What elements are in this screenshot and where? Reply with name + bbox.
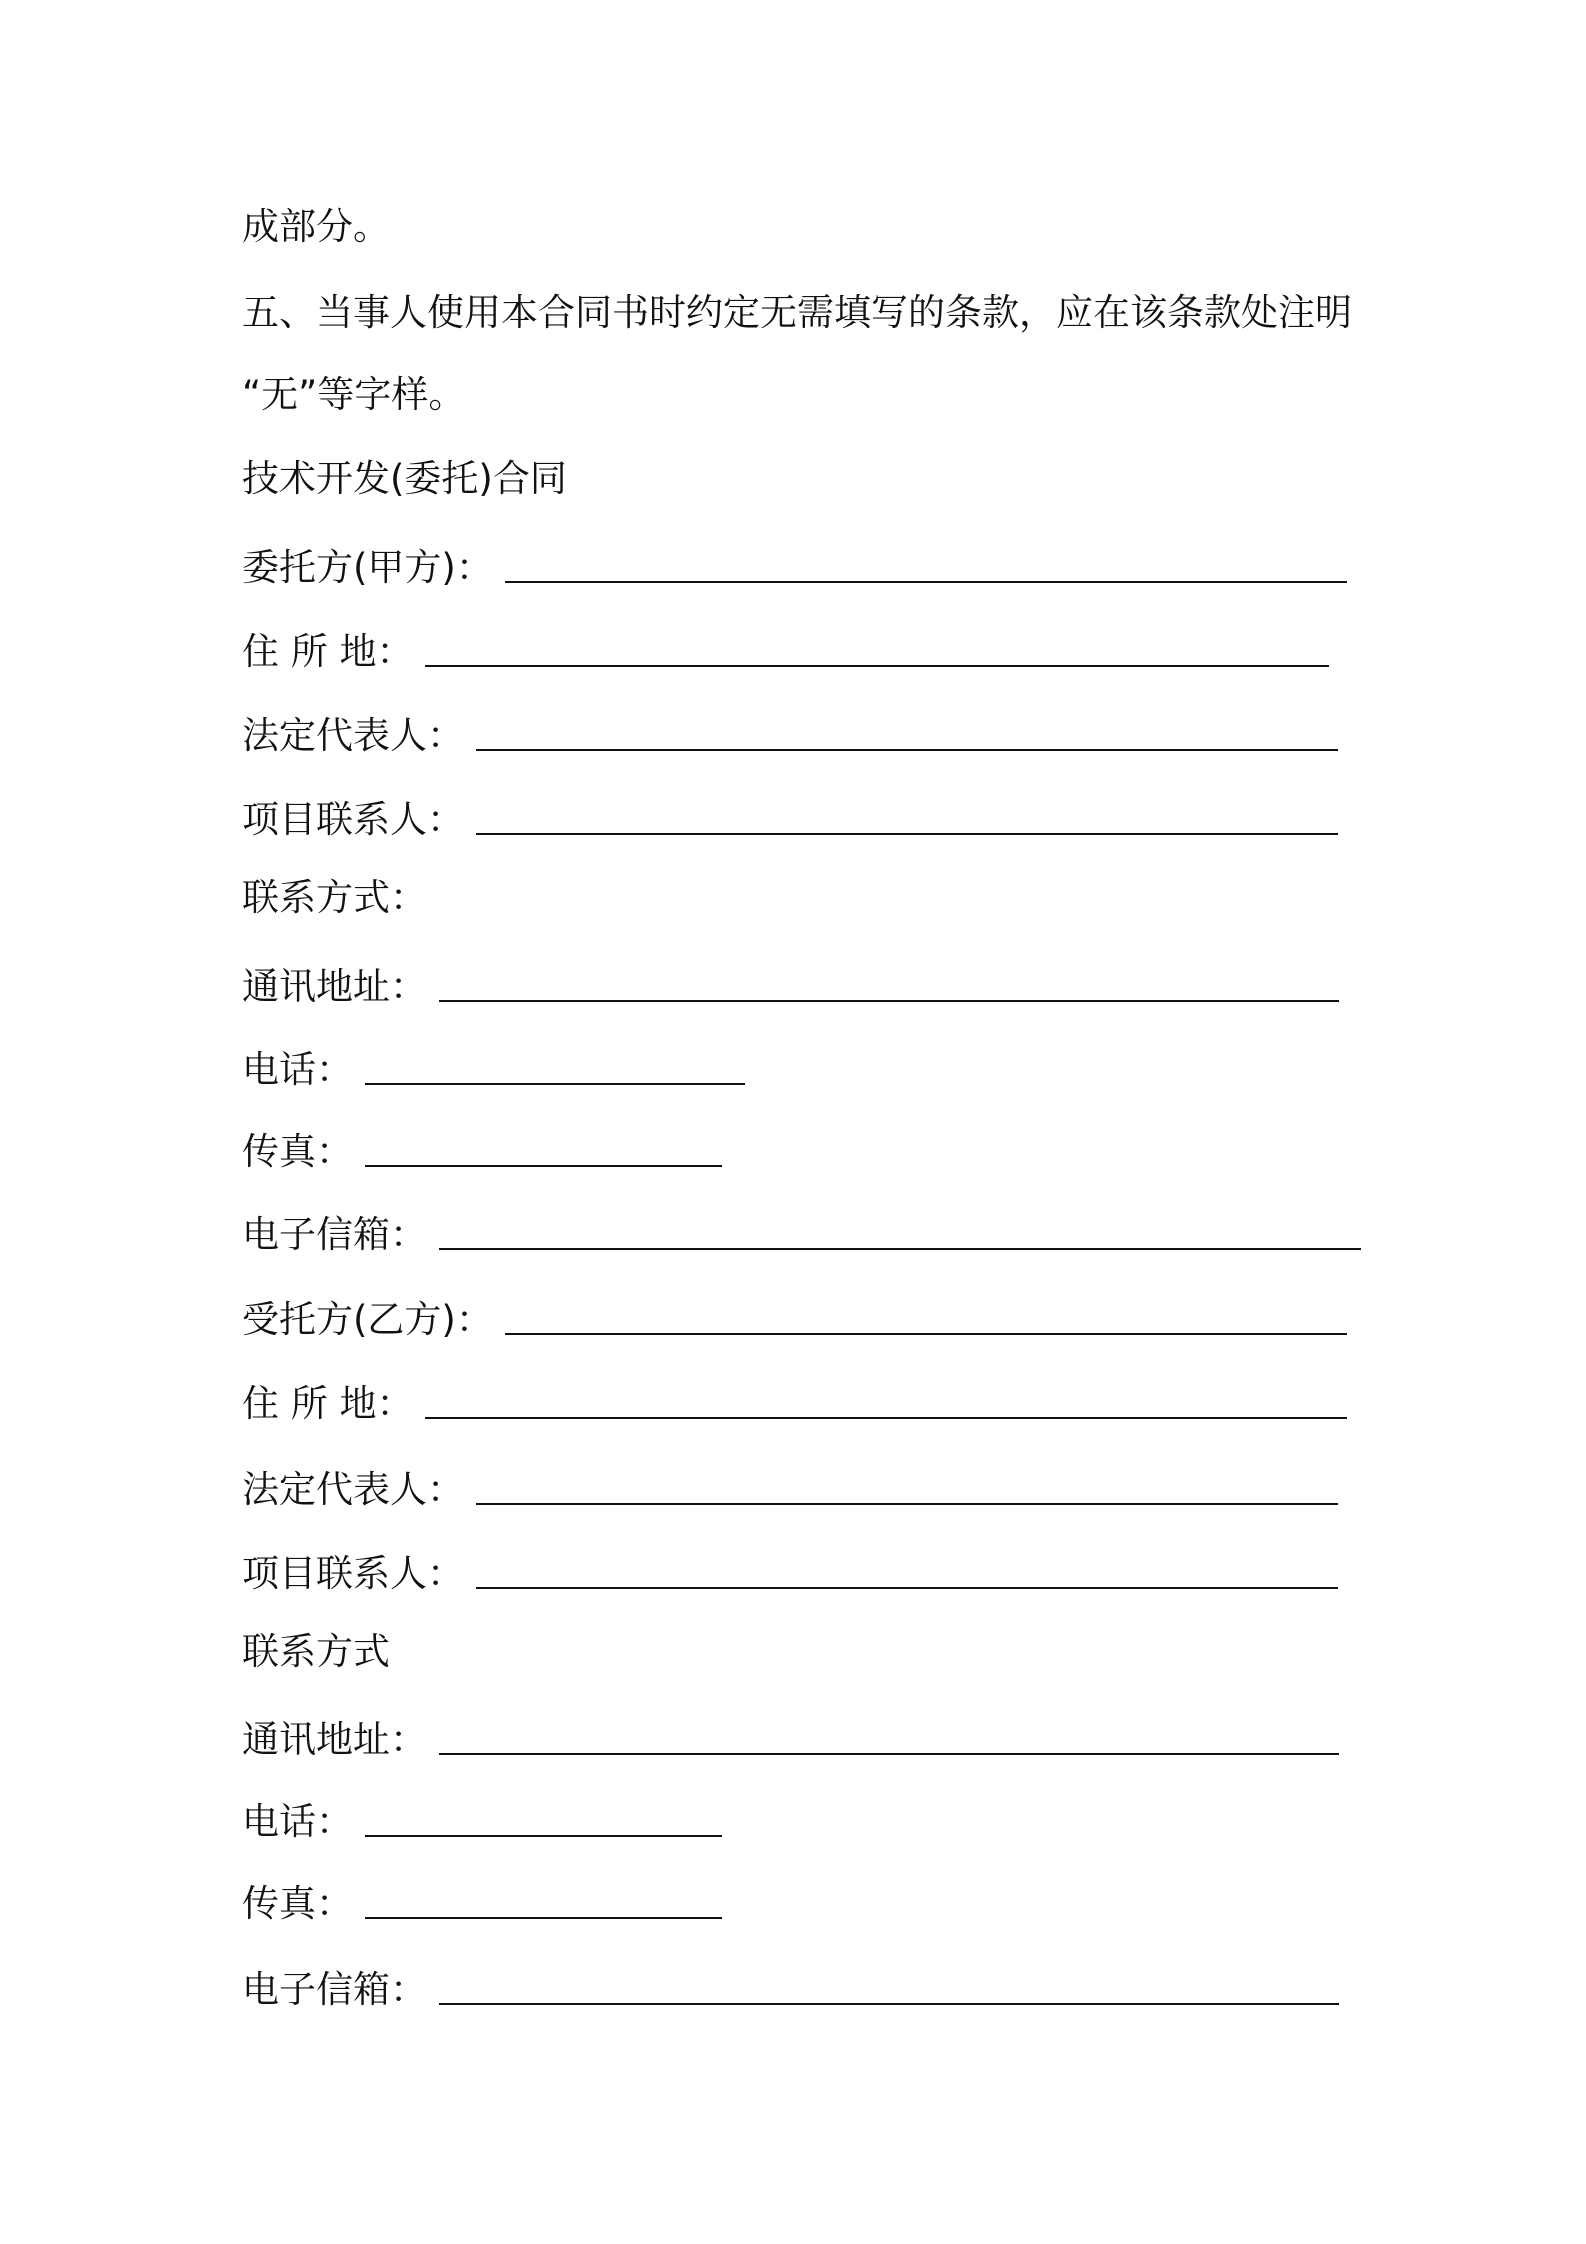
- party-b-phone-field[interactable]: [365, 1797, 722, 1837]
- intro-line-1: [242, 202, 390, 252]
- party-b-fax-field[interactable]: [365, 1879, 722, 1919]
- contract-title-text: 技术开发(委托)合同: [242, 457, 567, 500]
- party-a-phone-row: [242, 1045, 745, 1095]
- party-b-address-row: [242, 1379, 1347, 1429]
- party-a-fax-label: 传真：: [242, 1130, 353, 1173]
- party-b-fax-label: 传真：: [242, 1882, 353, 1925]
- party-b-address-label: 住 所 地：: [242, 1382, 414, 1425]
- party-b-email-field[interactable]: [439, 1965, 1339, 2005]
- intro-line-2: [242, 288, 1352, 338]
- party-b-mail-address-row: [242, 1715, 1339, 1765]
- party-b-legal-rep-row: [242, 1465, 1338, 1515]
- party-b-contact-person-row: [242, 1549, 1338, 1599]
- party-b-legal-rep-field[interactable]: [476, 1465, 1338, 1505]
- party-b-mail-address-field[interactable]: [439, 1715, 1339, 1755]
- party-a-phone-field[interactable]: [365, 1045, 745, 1085]
- party-a-mail-address-field[interactable]: [439, 962, 1339, 1002]
- party-a-phone-label: 电话：: [242, 1048, 353, 1091]
- party-a-fax-field[interactable]: [365, 1127, 722, 1167]
- party-a-legal-rep-field[interactable]: [476, 711, 1338, 751]
- intro-text: “无”等字样。: [242, 373, 466, 416]
- party-b-phone-label: 电话：: [242, 1800, 353, 1843]
- party-a-name-label: 委托方(甲方)：: [242, 546, 493, 589]
- party-a-contact-person-row: [242, 795, 1338, 845]
- party-b-address-field[interactable]: [425, 1379, 1347, 1419]
- party-a-contact-person-field[interactable]: [476, 795, 1338, 835]
- contract-title: [242, 454, 567, 504]
- party-b-email-label: 电子信箱：: [242, 1968, 427, 2011]
- party-a-address-row: [242, 627, 1329, 677]
- party-a-name-row: [242, 543, 1347, 593]
- party-b-mail-address-label: 通讯地址：: [242, 1718, 427, 1761]
- party-a-contact-method-label: 联系方式：: [242, 876, 427, 919]
- party-a-mail-address-label: 通讯地址：: [242, 965, 427, 1008]
- party-a-email-row: [242, 1210, 1361, 1260]
- party-a-legal-rep-label: 法定代表人：: [242, 714, 464, 757]
- party-a-address-field[interactable]: [425, 627, 1329, 667]
- party-a-contact-method-row: [242, 873, 427, 923]
- party-a-address-label: 住 所 地：: [242, 630, 414, 673]
- party-b-contact-person-label: 项目联系人：: [242, 1552, 464, 1595]
- party-a-name-field[interactable]: [505, 543, 1347, 583]
- party-b-email-row: [242, 1965, 1339, 2015]
- party-a-legal-rep-row: [242, 711, 1338, 761]
- intro-text: 五、当事人使用本合同书时约定无需填写的条款，应在该条款处注明: [242, 291, 1352, 334]
- party-a-fax-row: [242, 1127, 722, 1177]
- party-b-name-field[interactable]: [505, 1295, 1347, 1335]
- intro-text: 成部分。: [242, 205, 390, 248]
- party-b-contact-person-field[interactable]: [476, 1549, 1338, 1589]
- party-b-name-label: 受托方(乙方)：: [242, 1298, 493, 1341]
- intro-line-3: [242, 370, 465, 420]
- party-a-email-label: 电子信箱：: [242, 1213, 427, 1256]
- party-b-fax-row: [242, 1879, 722, 1929]
- party-b-phone-row: [242, 1797, 722, 1847]
- party-a-contact-person-label: 项目联系人：: [242, 798, 464, 841]
- party-a-mail-address-row: [242, 962, 1339, 1012]
- party-b-legal-rep-label: 法定代表人：: [242, 1468, 464, 1511]
- party-a-email-field[interactable]: [439, 1210, 1361, 1250]
- party-b-contact-method-label: 联系方式: [242, 1630, 390, 1673]
- party-b-contact-method-row: [242, 1627, 390, 1677]
- party-b-name-row: [242, 1295, 1347, 1345]
